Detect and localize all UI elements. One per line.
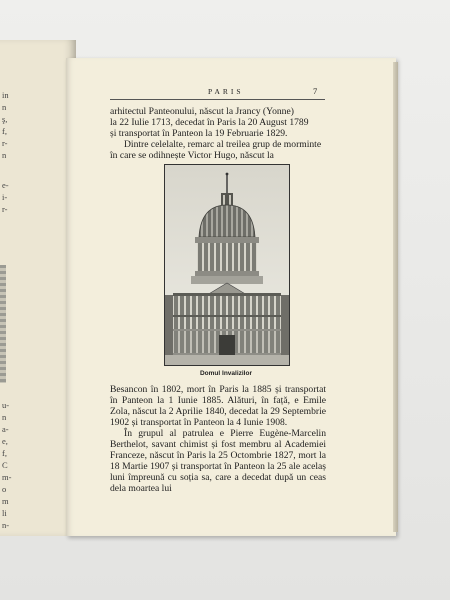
- paragraph: În grupul al patrulea e Pierre Eugène-Marcelin Berthelot, savant chimist și fost membru al Academiei Franceze, născut în Paris la 25 Octombrie 1827, mort la 18 Martie 1907 și transportat în Panteon la 25 ale acelaș luni împreună cu soția sa, care a decedat după un ceas dela moartea lui: [110, 428, 326, 494]
- left-page-fragment: n: [2, 150, 7, 160]
- left-page-fragment: C: [2, 460, 8, 470]
- left-page-fragment: m-: [2, 472, 12, 482]
- figure-caption: Domul Invalizilor: [199, 370, 252, 377]
- left-page-fragment: i-: [2, 192, 8, 202]
- text-line: arhitectul Panteonului, născut la Jrancy (Yonne): [110, 106, 294, 117]
- dome-of-invalides-picture: [165, 165, 289, 365]
- running-head: PARIS: [208, 87, 244, 96]
- left-page-fragment: u-: [2, 400, 10, 410]
- left-page-fragment: e,: [2, 436, 8, 446]
- text-line: și transportat în Panteon la 19 Februarie 1829.: [110, 128, 288, 139]
- left-page-fragment: f,: [2, 126, 7, 136]
- left-page-fragment: n: [2, 412, 7, 422]
- left-page-fragment: in: [2, 90, 9, 100]
- page-edge: [393, 62, 398, 532]
- left-page-fragment: f,: [2, 448, 7, 458]
- left-page-fragment: ş,: [2, 114, 8, 124]
- left-facing-page: [0, 40, 76, 536]
- text-line: Dintre celelalte, remarc al treilea grup de morminte: [124, 139, 322, 150]
- left-page-fragment: r-: [2, 204, 8, 214]
- left-page-fragment: e-: [2, 180, 9, 190]
- left-page-fragment: n-: [2, 520, 10, 530]
- text-line: în care se odihnește Victor Hugo, născut la: [110, 150, 274, 161]
- text-block-top: [110, 106, 326, 161]
- text-block-bottom: [110, 384, 326, 494]
- paragraph: Besancon în 1802, mort în Paris la 1885 și transportat în Panteon la 1 Iunie 1885. Alături, în față, e Emile Zola, născut la 2 Aprilie 1840, decedat la 29 Septembrie 1902 și transportat în Panteon la 4 Iunie 1908.: [110, 384, 326, 428]
- text-line: la 22 Iulie 1713, decedat în Paris la 20 August 1789: [110, 117, 309, 128]
- left-page-fragment: a-: [2, 424, 9, 434]
- left-page-fragment: o: [2, 484, 7, 494]
- left-page-image-edge: [0, 265, 6, 383]
- left-page-fragment: li: [2, 508, 7, 518]
- left-page-fragment: r-: [2, 138, 8, 148]
- dome-illustration: [164, 164, 290, 366]
- page-number: 7: [313, 86, 318, 96]
- left-page-fragment: n: [2, 102, 7, 112]
- left-page-fragment: m: [2, 496, 9, 506]
